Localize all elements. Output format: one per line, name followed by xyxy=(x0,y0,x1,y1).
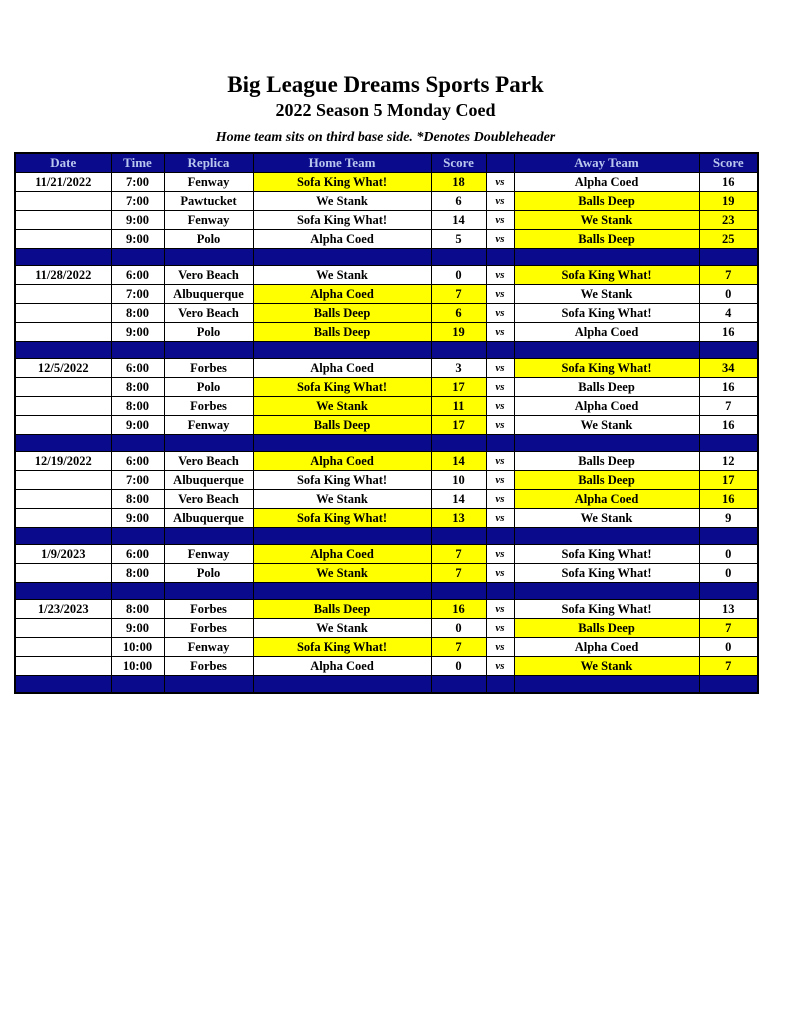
home-score-cell: 13 xyxy=(431,509,486,528)
date-cell xyxy=(15,397,111,416)
replica-cell: Albuquerque xyxy=(164,285,253,304)
separator-cell xyxy=(699,342,758,359)
separator-cell xyxy=(514,342,699,359)
date-cell: 11/21/2022 xyxy=(15,173,111,192)
separator-cell xyxy=(253,528,431,545)
separator-cell xyxy=(253,342,431,359)
date-cell: 1/9/2023 xyxy=(15,545,111,564)
home-score-cell: 0 xyxy=(431,266,486,285)
home-score-cell: 14 xyxy=(431,211,486,230)
away-score-cell: 16 xyxy=(699,378,758,397)
away-team-cell: Sofa King What! xyxy=(514,600,699,619)
separator-cell xyxy=(15,249,111,266)
game-row xyxy=(15,266,758,285)
away-team-cell: Alpha Coed xyxy=(514,638,699,657)
game-row xyxy=(15,173,758,192)
separator-cell xyxy=(15,676,111,694)
away-team-cell: Alpha Coed xyxy=(514,397,699,416)
replica-cell: Albuquerque xyxy=(164,471,253,490)
home-team-cell: Alpha Coed xyxy=(253,545,431,564)
date-cell xyxy=(15,657,111,676)
home-team-cell: Sofa King What! xyxy=(253,378,431,397)
separator-cell xyxy=(431,676,486,694)
separator-cell xyxy=(111,249,164,266)
separator-cell xyxy=(514,435,699,452)
separator-cell xyxy=(486,435,514,452)
away-team-cell: Sofa King What! xyxy=(514,266,699,285)
date-cell xyxy=(15,285,111,304)
separator-cell xyxy=(253,249,431,266)
separator-cell xyxy=(15,342,111,359)
away-score-cell: 16 xyxy=(699,416,758,435)
separator-cell xyxy=(486,676,514,694)
home-team-cell: Sofa King What! xyxy=(253,211,431,230)
time-cell: 9:00 xyxy=(111,211,164,230)
separator-cell xyxy=(111,528,164,545)
separator-cell xyxy=(431,249,486,266)
col-header-away-score: Score xyxy=(699,153,758,173)
away-score-cell: 25 xyxy=(699,230,758,249)
separator-cell xyxy=(514,676,699,694)
home-team-cell: We Stank xyxy=(253,266,431,285)
vs-cell: vs xyxy=(486,471,514,490)
vs-cell: vs xyxy=(486,397,514,416)
date-group-separator xyxy=(15,435,758,452)
home-team-cell: Alpha Coed xyxy=(253,657,431,676)
time-cell: 9:00 xyxy=(111,416,164,435)
replica-cell: Vero Beach xyxy=(164,452,253,471)
page-title: Big League Dreams Sports Park xyxy=(227,72,544,97)
time-cell: 10:00 xyxy=(111,638,164,657)
separator-cell xyxy=(699,583,758,600)
home-team-cell: Sofa King What! xyxy=(253,471,431,490)
home-score-cell: 6 xyxy=(431,192,486,211)
replica-cell: Fenway xyxy=(164,545,253,564)
separator-cell xyxy=(486,342,514,359)
away-team-cell: Sofa King What! xyxy=(514,564,699,583)
game-row xyxy=(15,192,758,211)
game-row xyxy=(15,638,758,657)
game-row xyxy=(15,471,758,490)
separator-cell xyxy=(111,676,164,694)
separator-cell xyxy=(15,435,111,452)
time-cell: 7:00 xyxy=(111,285,164,304)
away-team-cell: Balls Deep xyxy=(514,471,699,490)
home-score-cell: 0 xyxy=(431,657,486,676)
time-cell: 8:00 xyxy=(111,397,164,416)
separator-cell xyxy=(164,342,253,359)
replica-cell: Fenway xyxy=(164,416,253,435)
home-score-cell: 10 xyxy=(431,471,486,490)
home-score-cell: 6 xyxy=(431,304,486,323)
date-cell xyxy=(15,564,111,583)
game-row xyxy=(15,378,758,397)
game-row xyxy=(15,452,758,471)
home-score-cell: 5 xyxy=(431,230,486,249)
page-subtitle: 2022 Season 5 Monday Coed xyxy=(275,100,496,121)
home-team-cell: Balls Deep xyxy=(253,600,431,619)
replica-cell: Albuquerque xyxy=(164,509,253,528)
home-team-cell: Balls Deep xyxy=(253,304,431,323)
away-score-cell: 0 xyxy=(699,564,758,583)
vs-cell: vs xyxy=(486,657,514,676)
vs-cell: vs xyxy=(486,600,514,619)
away-team-cell: Sofa King What! xyxy=(514,359,699,378)
separator-cell xyxy=(164,583,253,600)
home-score-cell: 14 xyxy=(431,490,486,509)
away-score-cell: 7 xyxy=(699,397,758,416)
separator-cell xyxy=(253,435,431,452)
time-cell: 6:00 xyxy=(111,266,164,285)
vs-cell: vs xyxy=(486,452,514,471)
away-team-cell: We Stank xyxy=(514,416,699,435)
vs-cell: vs xyxy=(486,378,514,397)
game-row xyxy=(15,211,758,230)
date-cell xyxy=(15,230,111,249)
date-cell xyxy=(15,211,111,230)
away-score-cell: 12 xyxy=(699,452,758,471)
home-team-cell: Balls Deep xyxy=(253,416,431,435)
replica-cell: Forbes xyxy=(164,359,253,378)
home-team-cell: We Stank xyxy=(253,192,431,211)
home-team-cell: Sofa King What! xyxy=(253,638,431,657)
replica-cell: Vero Beach xyxy=(164,490,253,509)
away-score-cell: 23 xyxy=(699,211,758,230)
date-cell xyxy=(15,638,111,657)
home-score-cell: 7 xyxy=(431,638,486,657)
separator-cell xyxy=(699,676,758,694)
game-row xyxy=(15,600,758,619)
game-row xyxy=(15,619,758,638)
replica-cell: Polo xyxy=(164,230,253,249)
date-group-separator xyxy=(15,676,758,694)
date-cell xyxy=(15,490,111,509)
col-header-time: Time xyxy=(111,153,164,173)
replica-cell: Polo xyxy=(164,323,253,342)
home-score-cell: 18 xyxy=(431,173,486,192)
home-score-cell: 11 xyxy=(431,397,486,416)
vs-cell: vs xyxy=(486,323,514,342)
vs-cell: vs xyxy=(486,211,514,230)
table-header-row xyxy=(15,153,758,173)
replica-cell: Vero Beach xyxy=(164,266,253,285)
game-row xyxy=(15,657,758,676)
date-cell xyxy=(15,509,111,528)
replica-cell: Polo xyxy=(164,564,253,583)
time-cell: 7:00 xyxy=(111,471,164,490)
home-team-cell: We Stank xyxy=(253,397,431,416)
away-team-cell: Balls Deep xyxy=(514,192,699,211)
separator-cell xyxy=(514,528,699,545)
time-cell: 8:00 xyxy=(111,378,164,397)
game-row xyxy=(15,416,758,435)
vs-cell: vs xyxy=(486,619,514,638)
time-cell: 6:00 xyxy=(111,545,164,564)
home-score-cell: 7 xyxy=(431,285,486,304)
col-header-away-team: Away Team xyxy=(514,153,699,173)
game-row xyxy=(15,397,758,416)
away-team-cell: Alpha Coed xyxy=(514,323,699,342)
time-cell: 9:00 xyxy=(111,509,164,528)
separator-cell xyxy=(111,342,164,359)
schedule-table xyxy=(14,152,759,694)
time-cell: 7:00 xyxy=(111,192,164,211)
home-score-cell: 17 xyxy=(431,416,486,435)
separator-cell xyxy=(514,249,699,266)
away-team-cell: Alpha Coed xyxy=(514,490,699,509)
game-row xyxy=(15,285,758,304)
replica-cell: Forbes xyxy=(164,397,253,416)
date-cell xyxy=(15,323,111,342)
date-cell xyxy=(15,416,111,435)
separator-cell xyxy=(431,435,486,452)
game-row xyxy=(15,564,758,583)
date-cell xyxy=(15,619,111,638)
away-team-cell: Sofa King What! xyxy=(514,545,699,564)
away-score-cell: 13 xyxy=(699,600,758,619)
home-team-cell: Alpha Coed xyxy=(253,230,431,249)
game-row xyxy=(15,323,758,342)
away-team-cell: Balls Deep xyxy=(514,619,699,638)
vs-cell: vs xyxy=(486,285,514,304)
time-cell: 9:00 xyxy=(111,619,164,638)
separator-cell xyxy=(253,676,431,694)
time-cell: 10:00 xyxy=(111,657,164,676)
away-score-cell: 16 xyxy=(699,323,758,342)
separator-cell xyxy=(164,435,253,452)
date-group-separator xyxy=(15,342,758,359)
vs-cell: vs xyxy=(486,230,514,249)
separator-cell xyxy=(164,528,253,545)
date-cell: 12/5/2022 xyxy=(15,359,111,378)
time-cell: 9:00 xyxy=(111,230,164,249)
separator-cell xyxy=(699,249,758,266)
separator-cell xyxy=(164,676,253,694)
vs-cell: vs xyxy=(486,509,514,528)
home-score-cell: 19 xyxy=(431,323,486,342)
separator-cell xyxy=(111,435,164,452)
vs-cell: vs xyxy=(486,545,514,564)
heading-block xyxy=(14,0,757,145)
separator-cell xyxy=(15,528,111,545)
time-cell: 8:00 xyxy=(111,490,164,509)
separator-cell xyxy=(15,583,111,600)
col-header-replica: Replica xyxy=(164,153,253,173)
away-team-cell: We Stank xyxy=(514,509,699,528)
date-cell: 1/23/2023 xyxy=(15,600,111,619)
separator-cell xyxy=(431,528,486,545)
home-team-cell: Alpha Coed xyxy=(253,285,431,304)
away-score-cell: 9 xyxy=(699,509,758,528)
replica-cell: Forbes xyxy=(164,657,253,676)
away-score-cell: 0 xyxy=(699,638,758,657)
date-group-separator xyxy=(15,583,758,600)
separator-cell xyxy=(253,583,431,600)
replica-cell: Forbes xyxy=(164,600,253,619)
away-team-cell: We Stank xyxy=(514,211,699,230)
time-cell: 8:00 xyxy=(111,564,164,583)
home-team-cell: We Stank xyxy=(253,619,431,638)
separator-cell xyxy=(486,583,514,600)
game-row xyxy=(15,304,758,323)
separator-cell xyxy=(431,342,486,359)
date-cell xyxy=(15,471,111,490)
separator-cell xyxy=(431,583,486,600)
home-score-cell: 14 xyxy=(431,452,486,471)
home-team-cell: Sofa King What! xyxy=(253,509,431,528)
away-score-cell: 7 xyxy=(699,619,758,638)
home-score-cell: 0 xyxy=(431,619,486,638)
home-team-cell: We Stank xyxy=(253,490,431,509)
away-team-cell: Alpha Coed xyxy=(514,173,699,192)
vs-cell: vs xyxy=(486,304,514,323)
separator-cell xyxy=(699,435,758,452)
date-cell xyxy=(15,378,111,397)
home-team-cell: Alpha Coed xyxy=(253,452,431,471)
game-row xyxy=(15,230,758,249)
separator-cell xyxy=(514,583,699,600)
col-header-home-score: Score xyxy=(431,153,486,173)
separator-cell xyxy=(164,249,253,266)
time-cell: 6:00 xyxy=(111,359,164,378)
home-team-cell: Sofa King What! xyxy=(253,173,431,192)
replica-cell: Pawtucket xyxy=(164,192,253,211)
col-header-vs xyxy=(486,153,514,173)
replica-cell: Fenway xyxy=(164,638,253,657)
date-cell xyxy=(15,304,111,323)
home-score-cell: 7 xyxy=(431,545,486,564)
away-team-cell: Balls Deep xyxy=(514,378,699,397)
time-cell: 6:00 xyxy=(111,452,164,471)
separator-cell xyxy=(111,583,164,600)
away-team-cell: Sofa King What! xyxy=(514,304,699,323)
home-team-cell: Balls Deep xyxy=(253,323,431,342)
date-group-separator xyxy=(15,528,758,545)
away-team-cell: We Stank xyxy=(514,285,699,304)
away-score-cell: 0 xyxy=(699,285,758,304)
table-header xyxy=(15,153,758,173)
replica-cell: Vero Beach xyxy=(164,304,253,323)
game-row xyxy=(15,509,758,528)
time-cell: 8:00 xyxy=(111,600,164,619)
away-score-cell: 7 xyxy=(699,266,758,285)
vs-cell: vs xyxy=(486,490,514,509)
vs-cell: vs xyxy=(486,638,514,657)
away-score-cell: 34 xyxy=(699,359,758,378)
away-score-cell: 19 xyxy=(699,192,758,211)
home-score-cell: 7 xyxy=(431,564,486,583)
vs-cell: vs xyxy=(486,359,514,378)
date-group-separator xyxy=(15,249,758,266)
time-cell: 8:00 xyxy=(111,304,164,323)
page-note: Home team sits on third base side. *Denotes Doubleheader xyxy=(215,130,556,146)
time-cell: 7:00 xyxy=(111,173,164,192)
game-row xyxy=(15,490,758,509)
replica-cell: Forbes xyxy=(164,619,253,638)
vs-cell: vs xyxy=(486,564,514,583)
game-row xyxy=(15,545,758,564)
game-row xyxy=(15,359,758,378)
away-team-cell: Balls Deep xyxy=(514,230,699,249)
date-cell: 12/19/2022 xyxy=(15,452,111,471)
replica-cell: Fenway xyxy=(164,173,253,192)
time-cell: 9:00 xyxy=(111,323,164,342)
away-score-cell: 4 xyxy=(699,304,758,323)
separator-cell xyxy=(699,528,758,545)
away-team-cell: We Stank xyxy=(514,657,699,676)
replica-cell: Polo xyxy=(164,378,253,397)
away-score-cell: 17 xyxy=(699,471,758,490)
col-header-date: Date xyxy=(15,153,111,173)
table-body xyxy=(15,173,758,694)
home-score-cell: 3 xyxy=(431,359,486,378)
vs-cell: vs xyxy=(486,192,514,211)
separator-cell xyxy=(486,528,514,545)
away-score-cell: 16 xyxy=(699,490,758,509)
away-score-cell: 16 xyxy=(699,173,758,192)
home-team-cell: We Stank xyxy=(253,564,431,583)
away-score-cell: 7 xyxy=(699,657,758,676)
away-score-cell: 0 xyxy=(699,545,758,564)
home-score-cell: 16 xyxy=(431,600,486,619)
separator-cell xyxy=(486,249,514,266)
date-cell: 11/28/2022 xyxy=(15,266,111,285)
home-score-cell: 17 xyxy=(431,378,486,397)
away-team-cell: Balls Deep xyxy=(514,452,699,471)
date-cell xyxy=(15,192,111,211)
vs-cell: vs xyxy=(486,416,514,435)
home-team-cell: Alpha Coed xyxy=(253,359,431,378)
vs-cell: vs xyxy=(486,266,514,285)
replica-cell: Fenway xyxy=(164,211,253,230)
vs-cell: vs xyxy=(486,173,514,192)
col-header-home-team: Home Team xyxy=(253,153,431,173)
